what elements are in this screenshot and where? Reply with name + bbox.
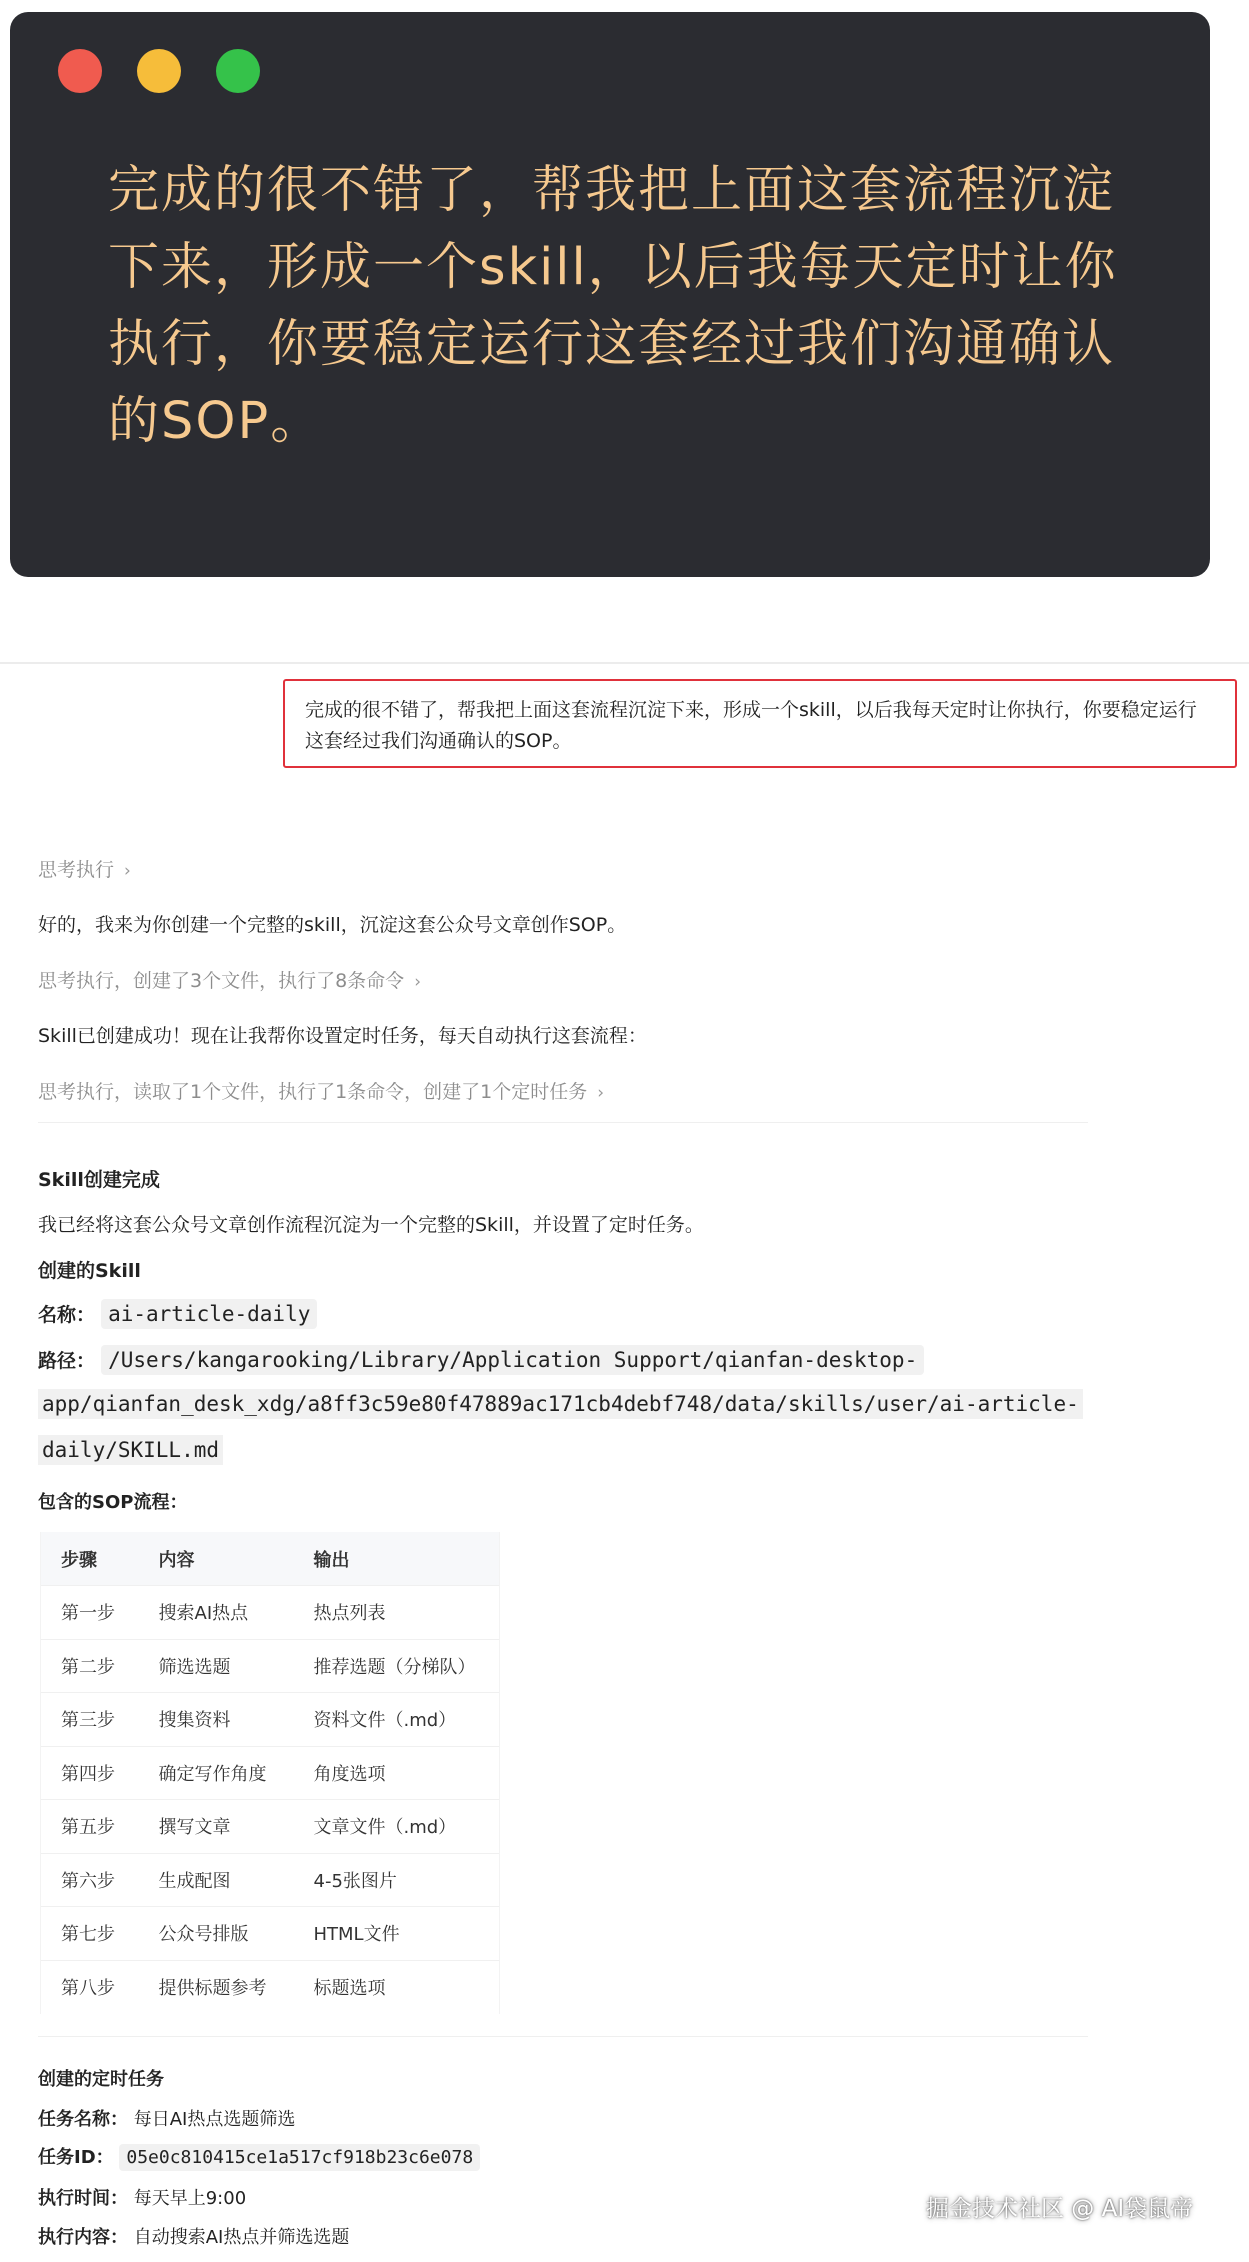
table-cell: 确定写作角度 — [139, 1746, 294, 1800]
task-name-value: 每日AI热点选题筛选 — [133, 2109, 296, 2130]
table-cell: 文章文件（.md） — [294, 1800, 500, 1854]
table-row — [41, 1960, 500, 2014]
skill-name-row — [38, 1300, 317, 1327]
thinking-toggle-3[interactable] — [38, 1077, 604, 1104]
window-minimize-dot — [137, 49, 181, 93]
table-cell: 撰写文章 — [139, 1800, 294, 1854]
task-time-row — [38, 2184, 246, 2210]
table-row — [41, 1693, 500, 1747]
chat-panel — [0, 662, 1249, 2262]
table-cell: 提供标题参考 — [139, 1960, 294, 2014]
window-maximize-dot — [216, 49, 260, 93]
result-summary: 我已经将这套公众号文章创作流程沉淀为一个完整的Skill，并设置了定时任务。 — [38, 1214, 704, 1236]
task-id-row — [38, 2143, 480, 2169]
watermark-text: 掘金技术社区 @ AI袋鼠帝 — [926, 2196, 1194, 2222]
task-id-value: 05e0c810415ce1a517cf918b23c6e078 — [119, 2144, 480, 2171]
table-cell: HTML文件 — [294, 1907, 500, 1961]
assistant-reply-1: 好的，我来为你创建一个完整的skill，沉淀这套公众号文章创作SOP。 — [38, 914, 627, 936]
skill-name-value: ai-article-daily — [101, 1299, 317, 1329]
table-cell: 资料文件（.md） — [294, 1693, 500, 1747]
chevron-right-icon: › — [597, 1083, 605, 1103]
table-cell: 推荐选题（分梯队） — [294, 1639, 500, 1693]
task-content-value: 自动搜索AI热点并筛选选题 — [133, 2227, 350, 2248]
result-heading: Skill创建完成 — [38, 1169, 160, 1191]
table-header-step: 步骤 — [41, 1532, 139, 1586]
skill-path-row — [38, 1346, 924, 1373]
skill-path-line-3: daily/SKILL.md — [38, 1435, 223, 1465]
table-cell: 第三步 — [41, 1693, 139, 1747]
table-header-content: 内容 — [139, 1532, 294, 1586]
divider — [38, 1122, 1088, 1123]
task-heading: 创建的定时任务 — [38, 2069, 164, 2090]
table-row — [41, 1907, 500, 1961]
table-row — [41, 1746, 500, 1800]
task-time-label: 执行时间： — [38, 2188, 128, 2209]
table-header-row — [41, 1532, 500, 1586]
table-cell: 第七步 — [41, 1907, 139, 1961]
table-cell: 4-5张图片 — [294, 1853, 500, 1907]
table-cell: 第八步 — [41, 1960, 139, 2014]
thinking-toggle-2[interactable] — [38, 966, 421, 993]
table-cell: 标题选项 — [294, 1960, 500, 2014]
table-header-output: 输出 — [294, 1532, 500, 1586]
skill-path-line-2: app/qianfan_desk_xdg/a8ff3c59e80f47889ac171cb4debf748/data/skills/user/ai-article- — [38, 1389, 1083, 1419]
assistant-reply-2: Skill已创建成功！现在让我帮你设置定时任务，每天自动执行这套流程： — [38, 1025, 647, 1047]
task-content-row — [38, 2223, 349, 2249]
table-cell: 第一步 — [41, 1586, 139, 1640]
table-cell: 筛选选题 — [139, 1639, 294, 1693]
user-message-bubble: 完成的很不错了，帮我把上面这套流程沉淀下来，形成一个skill，以后我每天定时让你执行，你要稳定运行这套经过我们沟通确认的SOP。 — [283, 679, 1237, 768]
skill-path-line-2-row — [38, 1392, 1083, 1416]
thinking-toggle-1[interactable] — [38, 855, 131, 882]
sop-table — [40, 1532, 500, 2014]
task-content-label: 执行内容： — [38, 2227, 128, 2248]
table-row — [41, 1853, 500, 1907]
window-close-dot — [58, 49, 102, 93]
table-row — [41, 1800, 500, 1854]
thinking-label: 思考执行，创建了3个文件，执行了8条命令 — [38, 970, 405, 992]
task-name-row — [38, 2105, 295, 2131]
divider — [0, 662, 1249, 664]
thinking-label: 思考执行，读取了1个文件，执行了1条命令，创建了1个定时任务 — [38, 1081, 588, 1103]
table-cell: 第二步 — [41, 1639, 139, 1693]
skill-path-line-1: /Users/kangarooking/Library/Application Support/qianfan-desktop- — [101, 1345, 924, 1375]
table-cell: 热点列表 — [294, 1586, 500, 1640]
task-name-label: 任务名称： — [38, 2109, 128, 2130]
sop-heading: 包含的SOP流程： — [38, 1492, 188, 1513]
table-cell: 搜集资料 — [139, 1693, 294, 1747]
table-cell: 搜索AI热点 — [139, 1586, 294, 1640]
table-cell: 公众号排版 — [139, 1907, 294, 1961]
chevron-right-icon: › — [414, 972, 421, 992]
thinking-label: 思考执行 — [38, 859, 115, 881]
skill-path-line-3-row — [38, 1438, 223, 1462]
table-cell: 第六步 — [41, 1853, 139, 1907]
skill-heading: 创建的Skill — [38, 1260, 141, 1282]
table-cell: 生成配图 — [139, 1853, 294, 1907]
skill-path-label: 路径： — [38, 1350, 96, 1372]
quote-card — [10, 12, 1210, 577]
table-row — [41, 1639, 500, 1693]
chevron-right-icon: › — [124, 861, 131, 881]
table-row — [41, 1586, 500, 1640]
table-cell: 第四步 — [41, 1746, 139, 1800]
task-id-label: 任务ID： — [38, 2147, 114, 2168]
task-time-value: 每天早上9:00 — [133, 2188, 247, 2209]
quote-text: 完成的很不错了，帮我把上面这套流程沉淀下来，形成一个skill，以后我每天定时让你执行，你要稳定运行这套经过我们沟通确认的SOP。 — [108, 161, 1118, 451]
table-cell: 角度选项 — [294, 1746, 500, 1800]
skill-name-label: 名称： — [38, 1304, 96, 1326]
table-cell: 第五步 — [41, 1800, 139, 1854]
divider — [38, 2036, 1088, 2037]
